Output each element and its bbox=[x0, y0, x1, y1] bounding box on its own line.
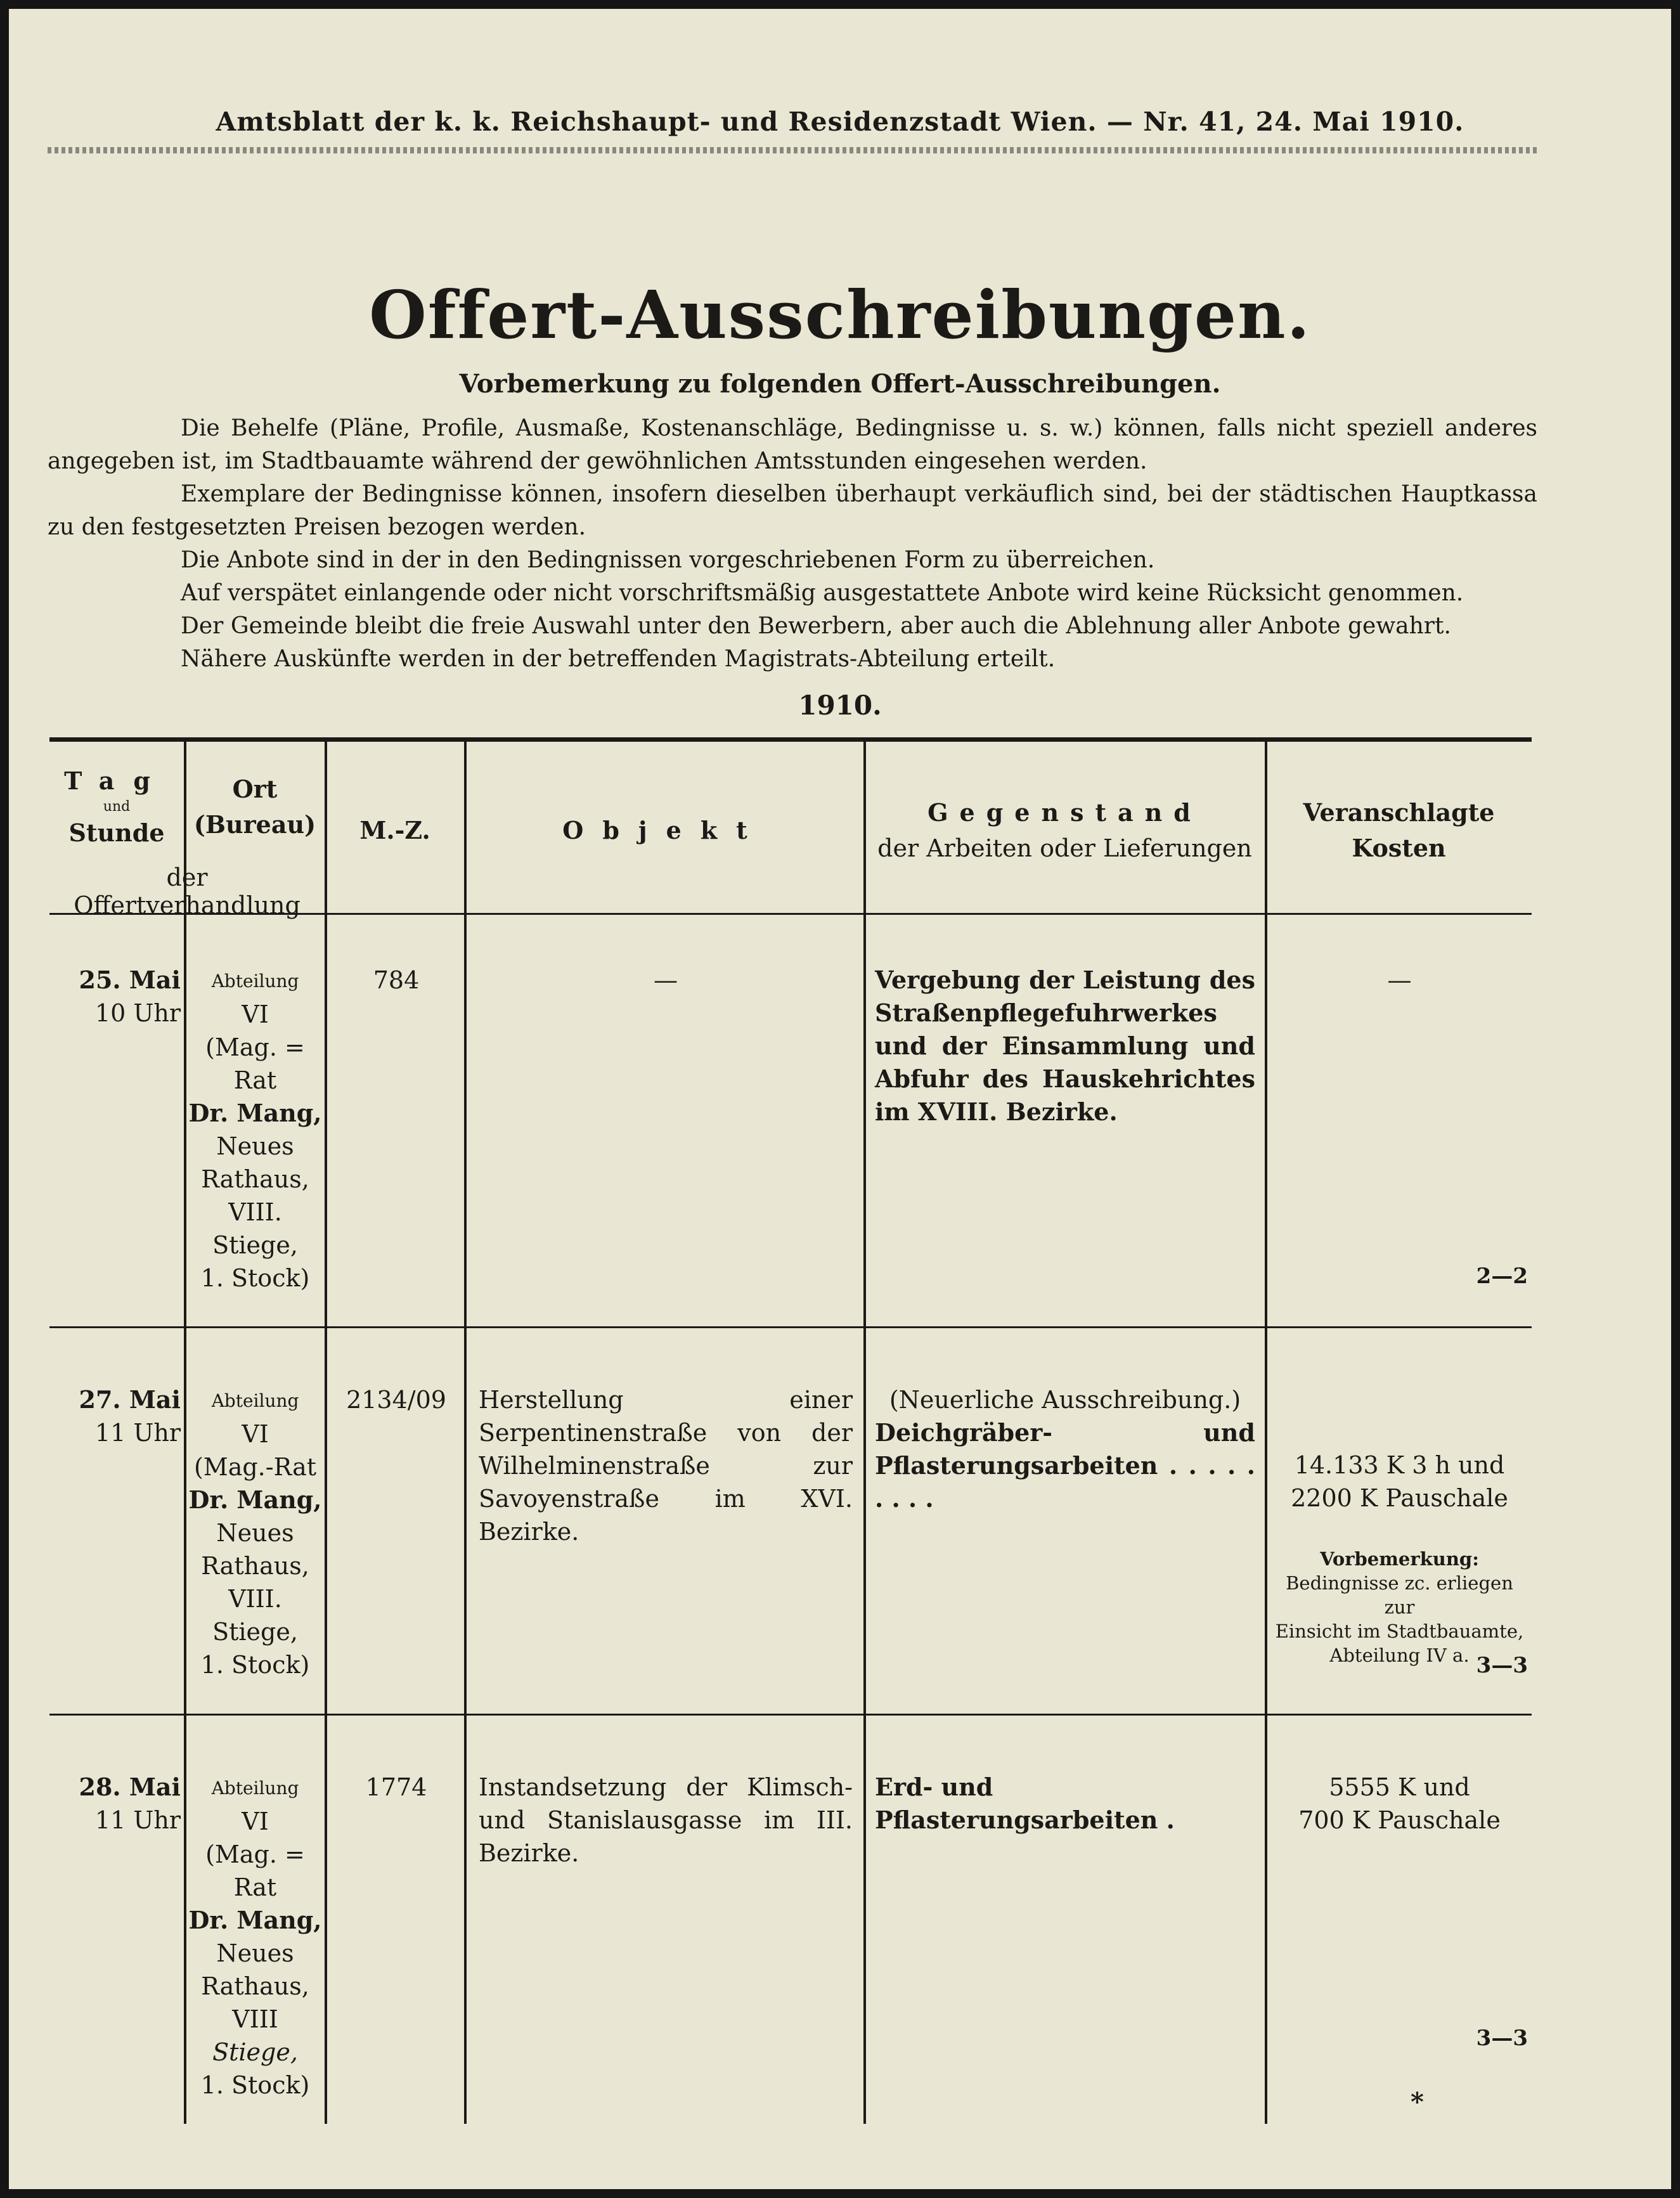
header-stunde: Stunde bbox=[68, 818, 165, 847]
page-title: Offert-Ausschreibungen. bbox=[369, 276, 1311, 354]
header-rule bbox=[48, 147, 1537, 153]
header-und: und bbox=[103, 798, 131, 815]
row1-ort: Abteilung VI (Mag. = Rat Dr. Mang, Neues Rathaus, VIII. Stiege, 1. Stock) bbox=[188, 971, 322, 1292]
header-ort-label: Ort bbox=[232, 774, 278, 803]
header-objekt: Objekt bbox=[562, 816, 766, 844]
intro-text bbox=[48, 412, 1537, 676]
intro-paragraph: Exemplare der Bedingnisse können, insofern dieselben überhaupt verkäuflich sind, bei der städtischen Hauptkassa zu den festgesetzten Preisen bezogen werden. bbox=[48, 481, 1537, 540]
row3-ref: 3—3 bbox=[1476, 2026, 1528, 2051]
footer-mark: * bbox=[1411, 2087, 1424, 2117]
row2-ort: Abteilung VI (Mag.-Rat Dr. Mang, Neues Rathaus, VIII. Stiege, 1. Stock) bbox=[188, 1390, 322, 1679]
row1-date: 25. Mai bbox=[79, 966, 181, 994]
row2-ref: 3—3 bbox=[1476, 1653, 1528, 1678]
row3-date: 28. Mai bbox=[79, 1773, 181, 1801]
row-divider bbox=[49, 1714, 1532, 1716]
column-rule bbox=[184, 742, 186, 2124]
row1-ref: 2—2 bbox=[1476, 1264, 1528, 1289]
page-subtitle: Vorbemerkung zu folgenden Offert-Ausschreibungen. bbox=[459, 369, 1221, 399]
row2-date: 27. Mai bbox=[79, 1385, 181, 1414]
row2-gegenstand-pre: (Neuerliche Ausschreibung.) bbox=[889, 1386, 1241, 1414]
row3-kosten: 5555 K und 700 K Pauschale bbox=[1298, 1773, 1501, 1834]
header-gegenstand-label: Gegenstand bbox=[927, 798, 1202, 827]
intro-paragraph: Nähere Auskünfte werden in der betreffenden Magistrats-Abteilung erteilt. bbox=[181, 646, 1056, 672]
intro-paragraph: Die Behelfe (Pläne, Profile, Ausmaße, Kostenanschläge, Bedingnisse u. s. w.) können, falls nicht speziell anderes angegeben ist, im Stadtbauamte während der gewöhnlichen Amtsstunden eingesehen werden. bbox=[48, 415, 1537, 474]
row1-kosten: — bbox=[1387, 966, 1412, 994]
row2-time: 11 Uhr bbox=[94, 1419, 181, 1447]
row2-mz: 2134/09 bbox=[346, 1386, 446, 1414]
table-top-rule-thin bbox=[49, 740, 1532, 742]
column-rule bbox=[863, 742, 866, 2124]
header-offertverhandlung: der Offertverhandlung bbox=[74, 863, 300, 919]
row3-ort: Abteilung VI (Mag. = Rat Dr. Mang, Neues Rathaus, VIII Stiege, 1. Stock) bbox=[188, 1778, 322, 2099]
row-divider bbox=[49, 1326, 1532, 1328]
header-tag-stunde bbox=[49, 751, 184, 862]
column-rule bbox=[1265, 742, 1267, 2124]
row1-gegenstand: Vergebung der Leistung des Straßenpflegefuhrwerkes und der Einsammlung und Abfuhr des Hauskehrichtes im XVIII. Bezirke. bbox=[875, 966, 1255, 1126]
intro-paragraph: Der Gemeinde bleibt die freie Auswahl unter den Bewerbern, aber auch die Ablehnung aller Anbote gewahrt. bbox=[181, 613, 1451, 639]
header-gegenstand-sub: der Arbeiten oder Lieferungen bbox=[877, 834, 1252, 862]
row2-kosten: 14.133 K 3 h und 2200 K Pauschale bbox=[1291, 1451, 1508, 1512]
intro-paragraph: Auf verspätet einlangende oder nicht vorschriftsmäßig ausgestattete Anbote wird keine Rücksicht genommen. bbox=[181, 580, 1464, 606]
row3-gegenstand: Erd- und Pflasterungsarbeiten . bbox=[875, 1773, 1175, 1834]
header-gegenstand bbox=[865, 751, 1265, 910]
header-ort bbox=[185, 751, 325, 862]
intro-paragraph: Die Anbote sind in der in den Bedingnissen vorgeschriebenen Form zu überreichen. bbox=[181, 547, 1155, 573]
header-mz: M.-Z. bbox=[359, 816, 430, 844]
header-kosten bbox=[1266, 751, 1532, 910]
row2-gegenstand: Deichgräber- und Pflasterungsarbeiten . . . . . . . . . bbox=[875, 1418, 1255, 1513]
row2-objekt: Herstellung einer Serpentinenstraße von der Wilhelminenstraße zur Savoyenstraße im XVI. Bezirke. bbox=[479, 1386, 853, 1546]
running-header: Amtsblatt der k. k. Reichshaupt- und Residenzstadt Wien. — Nr. 41, 24. Mai 1910. bbox=[216, 107, 1464, 137]
row1-objekt: — bbox=[654, 966, 678, 994]
year-heading: 1910. bbox=[798, 690, 882, 721]
header-bureau: (Bureau) bbox=[193, 810, 316, 839]
column-rule bbox=[325, 742, 327, 2124]
row3-objekt: Instandsetzung der Klimsch- und Stanislausgasse im III. Bezirke. bbox=[479, 1773, 853, 1867]
header-kosten-line1: Veranschlagte bbox=[1303, 798, 1495, 827]
row3-time: 11 Uhr bbox=[94, 1806, 181, 1834]
column-rule bbox=[464, 742, 467, 2124]
header-kosten-line2: Kosten bbox=[1352, 834, 1446, 862]
row1-mz: 784 bbox=[373, 966, 420, 994]
row1-time: 10 Uhr bbox=[94, 999, 181, 1027]
row3-mz: 1774 bbox=[365, 1773, 427, 1801]
header-tag: Tag bbox=[64, 766, 169, 795]
row2-note: Vorbemerkung: Bedingnisse zc. erliegen zur Einsicht im Stadtbauamte, Abteilung IV a. bbox=[1275, 1548, 1524, 1666]
